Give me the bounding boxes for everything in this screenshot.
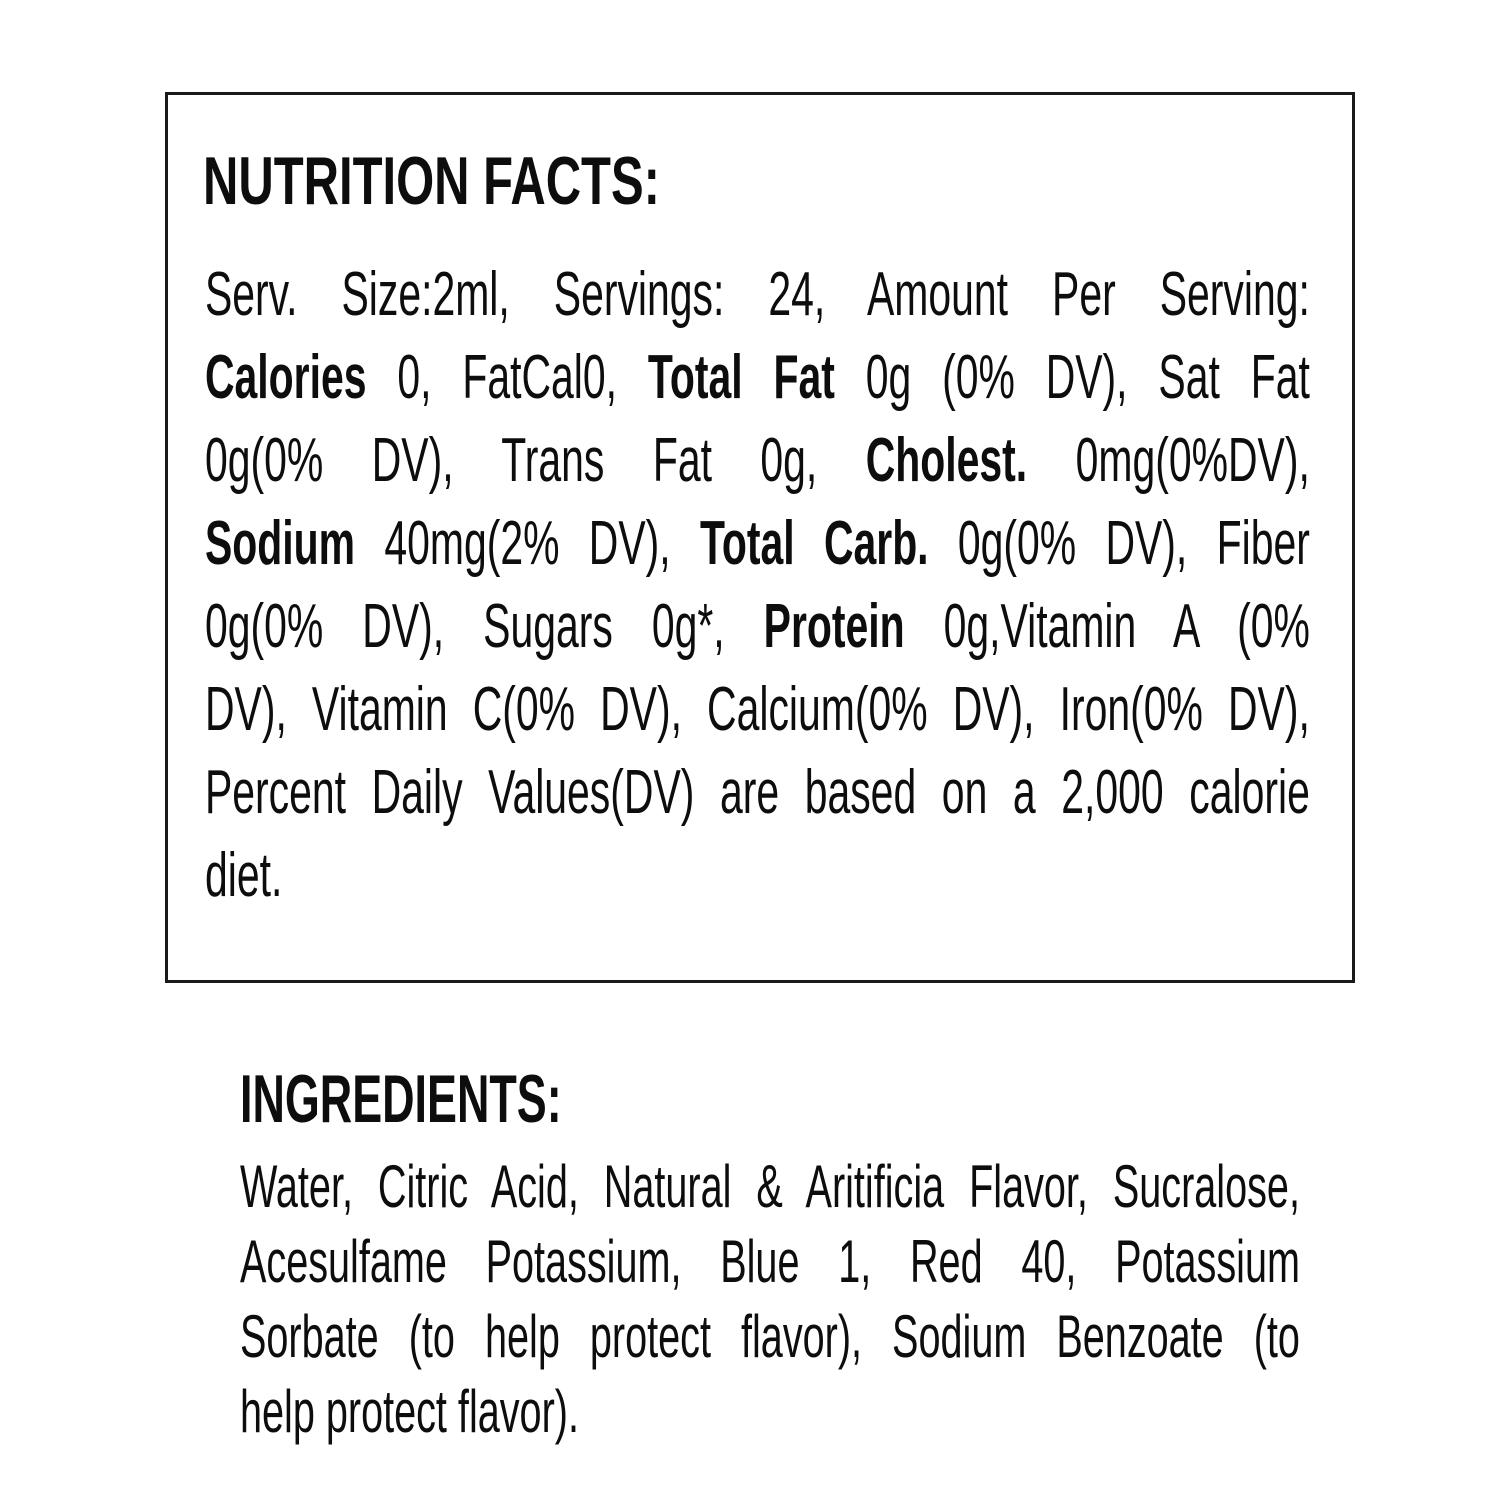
- text-segment: 40mg(2% DV),: [355, 509, 700, 578]
- nutrition-line-6: [205, 668, 1310, 751]
- ingredients-line-3: [240, 1299, 1300, 1374]
- text-segment: help protect flavor).: [240, 1378, 579, 1445]
- text-segment: DV), Vitamin C(0% DV), Calcium(0% DV), Iron(0% DV),: [205, 675, 1310, 744]
- nutrition-facts-text: [205, 253, 1310, 917]
- text-segment-total-carb: Total Carb.: [699, 509, 929, 578]
- ingredients-line-2: [240, 1224, 1300, 1299]
- nutrition-line-8: [205, 834, 1310, 917]
- ingredients-title: INGREDIENTS:: [240, 1061, 562, 1137]
- nutrition-line-7: [205, 751, 1310, 834]
- text-segment: 0mg(0%DV),: [1027, 426, 1310, 495]
- text-segment: Acesulfame Potassium, Blue 1, Red 40, Potassium: [240, 1228, 1300, 1295]
- text-segment: 0g(0% DV), Fiber: [928, 509, 1310, 578]
- text-segment-calories: Calories: [205, 343, 367, 412]
- text-segment: Percent Daily Values(DV) are based on a 2,000 calorie: [205, 758, 1310, 827]
- text-segment: 0g(0% DV), Sugars 0g*,: [205, 592, 764, 661]
- ingredients-line-1: [240, 1149, 1300, 1224]
- ingredients-line-4: [240, 1374, 1300, 1449]
- text-segment-sodium: Sodium: [205, 509, 356, 578]
- ingredients-text: [240, 1149, 1300, 1449]
- nutrition-line-3: [205, 419, 1310, 502]
- text-segment: 0g (0% DV), Sat Fat: [834, 343, 1310, 412]
- text-segment: 0g,Vitamin A (0%: [904, 592, 1310, 661]
- nutrition-line-2: [205, 336, 1310, 419]
- text-segment: 0, FatCal0,: [366, 343, 648, 412]
- text-segment-total-fat: Total Fat: [647, 343, 835, 412]
- nutrition-line-5: [205, 585, 1310, 668]
- text-segment-protein: Protein: [763, 592, 905, 661]
- text-segment: Sorbate (to help protect flavor), Sodium Benzoate (to: [240, 1303, 1300, 1370]
- text-segment: 0g(0% DV), Trans Fat 0g,: [205, 426, 866, 495]
- text-segment: diet.: [205, 841, 283, 910]
- text-segment: Serv. Size:2ml, Servings: 24, Amount Per Serving:: [205, 260, 1310, 329]
- nutrition-facts-title: NUTRITION FACTS:: [203, 143, 660, 219]
- text-segment-cholest: Cholest.: [865, 426, 1028, 495]
- text-segment: Water, Citric Acid, Natural & Aritificia Flavor, Sucralose,: [240, 1153, 1300, 1220]
- nutrition-line-4: [205, 502, 1310, 585]
- nutrition-line-1: [205, 253, 1310, 336]
